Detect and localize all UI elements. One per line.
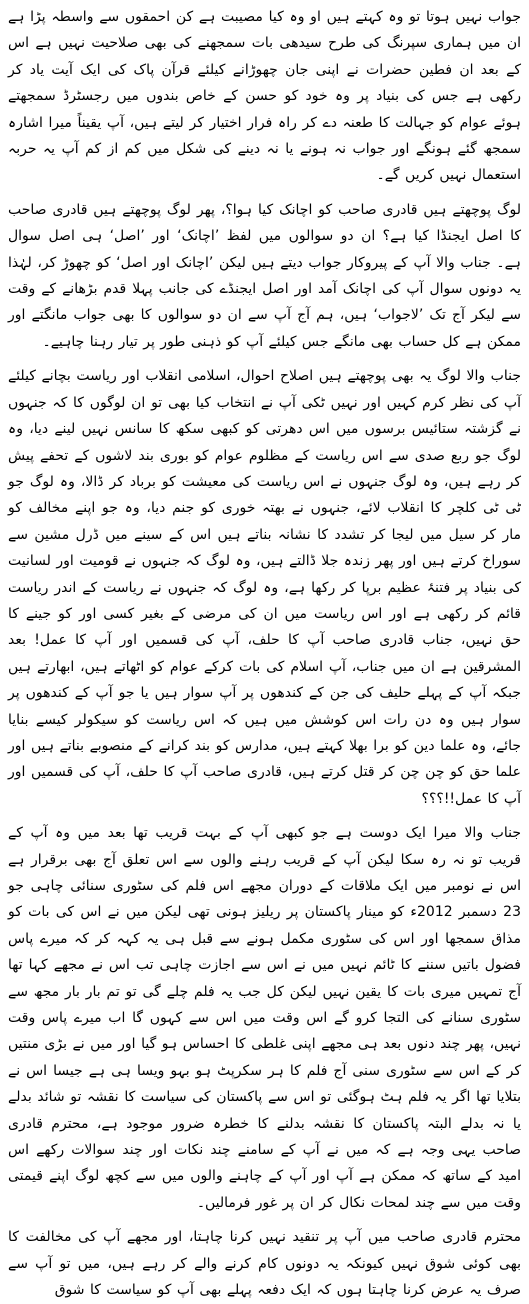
paragraph: لوگ پوچھتے ہیں قادری صاحب کو اچانک کیا ہوا؟، پھر لوگ پوچھتے ہیں قادری صاحب کا اصل ایجنڈا کیا ہے؟ ان دو سوالوں میں لفظ ’اچانک‘ اور ’اصل‘ ہی اصل سوال ہے۔ جناب والا آپ کے پیروکار جواب دیتے ہیں لیکن ’اچانک اور اصل‘ کو چھوڑ کر، لہٰذا یہ دونوں سوال آپ کی اچانک آمد اور اصل ایجنڈے کی جانب پہلا قدم بڑھانے کے وقت سے لیکر آج تک ’لاجواب‘ ہیں، ہم آج آپ سے ان دو سوالوں کا بھی جواب مانگتے اور ممکن ہے کل حساب بھی مانگے جس کیلئے آپ کو ذہنی طور پر تیار رہنا چاہیے۔: [8, 201, 521, 350]
paragraph: جناب والا میرا ایک دوست ہے جو کبھی آپ کے بہت قریب تھا بعد میں وہ آپ کے قریب تو نہ رہ سکا لیکن آپ کے قریب رہنے والوں سے اس تعلق آج بھی برقرار ہے اس نے نومبر میں ایک ملاقات کے دوران مجھے اس فلم کی سٹوری سنائی چاہی جو 23 دسمبر 2012ء کو مینار پاکستان پر ریلیز ہونی تھی لیکن میں نے اس کی بات کو مذاق سمجھا اور اس کی سٹوری مکمل ہونے سے قبل ہی یہ کہہ کر کہ میرے پاس فضول باتیں سننے کا ٹائم نہیں میں نے اس سے اجازت چاہی تب اس نے مجھے کہا تھا آج تمہیں میری بات کا یقین نہیں لیکن کل جب یہ فلم چلے گی تو تم بار بار مجھ سے سٹوری سنانے کی التجا کرو گے اس وقت میں اس سے کہوں گا اب میرے پاس وقت نہیں، پھر چند دنوں بعد ہی مجھے اپنی غلطی کا احساس ہو گیا اور میں نے بڑی منتیں کر کے اس سے سٹوری سنی آج فلم کا ہر سکرپٹ ہو بہو ویسا ہی ہے جیسا اس نے بتلایا تھا اگر یہ فلم ہٹ ہوگئی تو اس سے پاکستان کی سیاست کا نقشہ تو شائد بدلے یا نہ بدلے البتہ پاکستان کا نقشہ بدلنے کا خطرہ ضرور موجود ہے، محترم قادری صاحب یہی وجہ ہے کہ میں نے آپ کے سامنے چند نکات اور چند سوالات رکھے اس امید کے ساتھ کہ ممکن ہے آپ اور آپ کے چاہنے والوں میں سے کچھ لوگ اپنے قیمتی وقت میں سے چند لمحات نکال کر ان پر غور فرمالیں۔: [8, 825, 521, 1211]
paragraph: جواب نہیں ہوتا تو وہ کہتے ہیں او وہ کیا مصیبت ہے کن احمقوں سے واسطہ پڑا ہے ان میں ہماری سپرنگ کی طرح سیدھی بات سمجھنے کی بھی صلاحیت نہیں ہے اس کے بعد ان فطین حضرات نے اپنی جان چھوڑانے کیلئے قرآن پاک کی ایک آیت یاد کر رکھی ہے جس کی بنیاد پر وہ خود کو حسن کے خاص بندوں میں رجسٹرڈ سمجھتے ہوئے عوام کو جہالت کا طعنہ دے کر راہ فرار اختیار کر لیتے ہیں، آپ یقیناً میرا اشارہ سمجھ گئے ہونگے اور جواب نہ ہونے یا نہ دینے کی شکل میں کم از کم آپ یہ حربہ استعمال نہیں کریں گے۔: [8, 9, 521, 184]
paragraph: محترم قادری صاحب میں آپ پر تنقید نہیں کرنا چاہتا، اور مجھے آپ کی مخالفت کا بھی کوئی شوق نہیں کیونکہ یہ دونوں کام کرنے والے کر رہے ہیں، میں تو آپ سے صرف یہ عرض کرنا چاہتا ہوں کہ ایک دفعہ پہلے بھی آپ کو سیاست کا شوق: [8, 1229, 521, 1299]
paragraph: جناب والا لوگ یہ بھی پوچھتے ہیں اصلاح احوال، اسلامی انقلاب اور ریاست بچانے کیلئے آپ کی نظر کرم کہیں اور نہیں ٹکی آپ نے انتخاب کیا بھی تو ان لوگوں کا کہ جنہوں نے گزشتہ ستائیس برسوں میں اس دھرتی کو کبھی سکھ کا سانس نہیں لینے دیا، وہ لوگ جو ربع صدی سے اس ریاست کے مظلوم عوام کو بوری بند لاشوں کے تحفے پیش کر رہے ہیں، وہ لوگ جنہوں نے اس ریاست کی معیشت کو برباد کر ڈالا، وہ لوگ جو ٹی ٹی کلچر کا انقلاب لائے، جنہوں نے بھتہ خوری کو جنم دیا، وہ جو اپنے مخالف کو مار کر سیل میں لیجا کر تشدد کا نشانہ بناتے ہیں اس کے سینے میں ڈرل مشین سے سوراخ کرتے ہیں اور پھر زندہ جلا ڈالتے ہیں، وہ لوگ کہ جنہوں نے قومیت اور لسانیت کی بنیاد پر فتنۂ عظیم برپا کر رکھا ہے، وہ لوگ کہ جنہوں نے ریاست کے اندر ریاست قائم کر رکھی ہے اور اس ریاست میں ان کی مرضی کے بغیر کسی اور کو جینے کا حق نہیں، جناب قادری صاحب آپ کا حلف، آپ کی قسمیں اور آپ کا عمل! بعد المشرقین ہے ان میں جناب، آپ اسلام کی بات کرکے عوام کو اٹھاتے ہیں، ابھارتے ہیں جبکہ آپ کے پہلے حلیف کی جن کے کندھوں پر آپ سوار ہیں یا جو آپ کے کندھوں پر سوار ہیں وہ دن رات اس کوشش میں ہیں کہ اس ریاست کو سیکولر کیسے بنایا جائے، وہ علما دین کو برا بھلا کہتے ہیں، مدارس کو بند کرانے کے منصوبے بناتے ہیں اور علما حق کو چن چن کر قتل کرتے ہیں، قادری صاحب آپ کا حلف، آپ کی قسمیں اور آپ کا عمل!!؟؟؟: [8, 368, 521, 807]
